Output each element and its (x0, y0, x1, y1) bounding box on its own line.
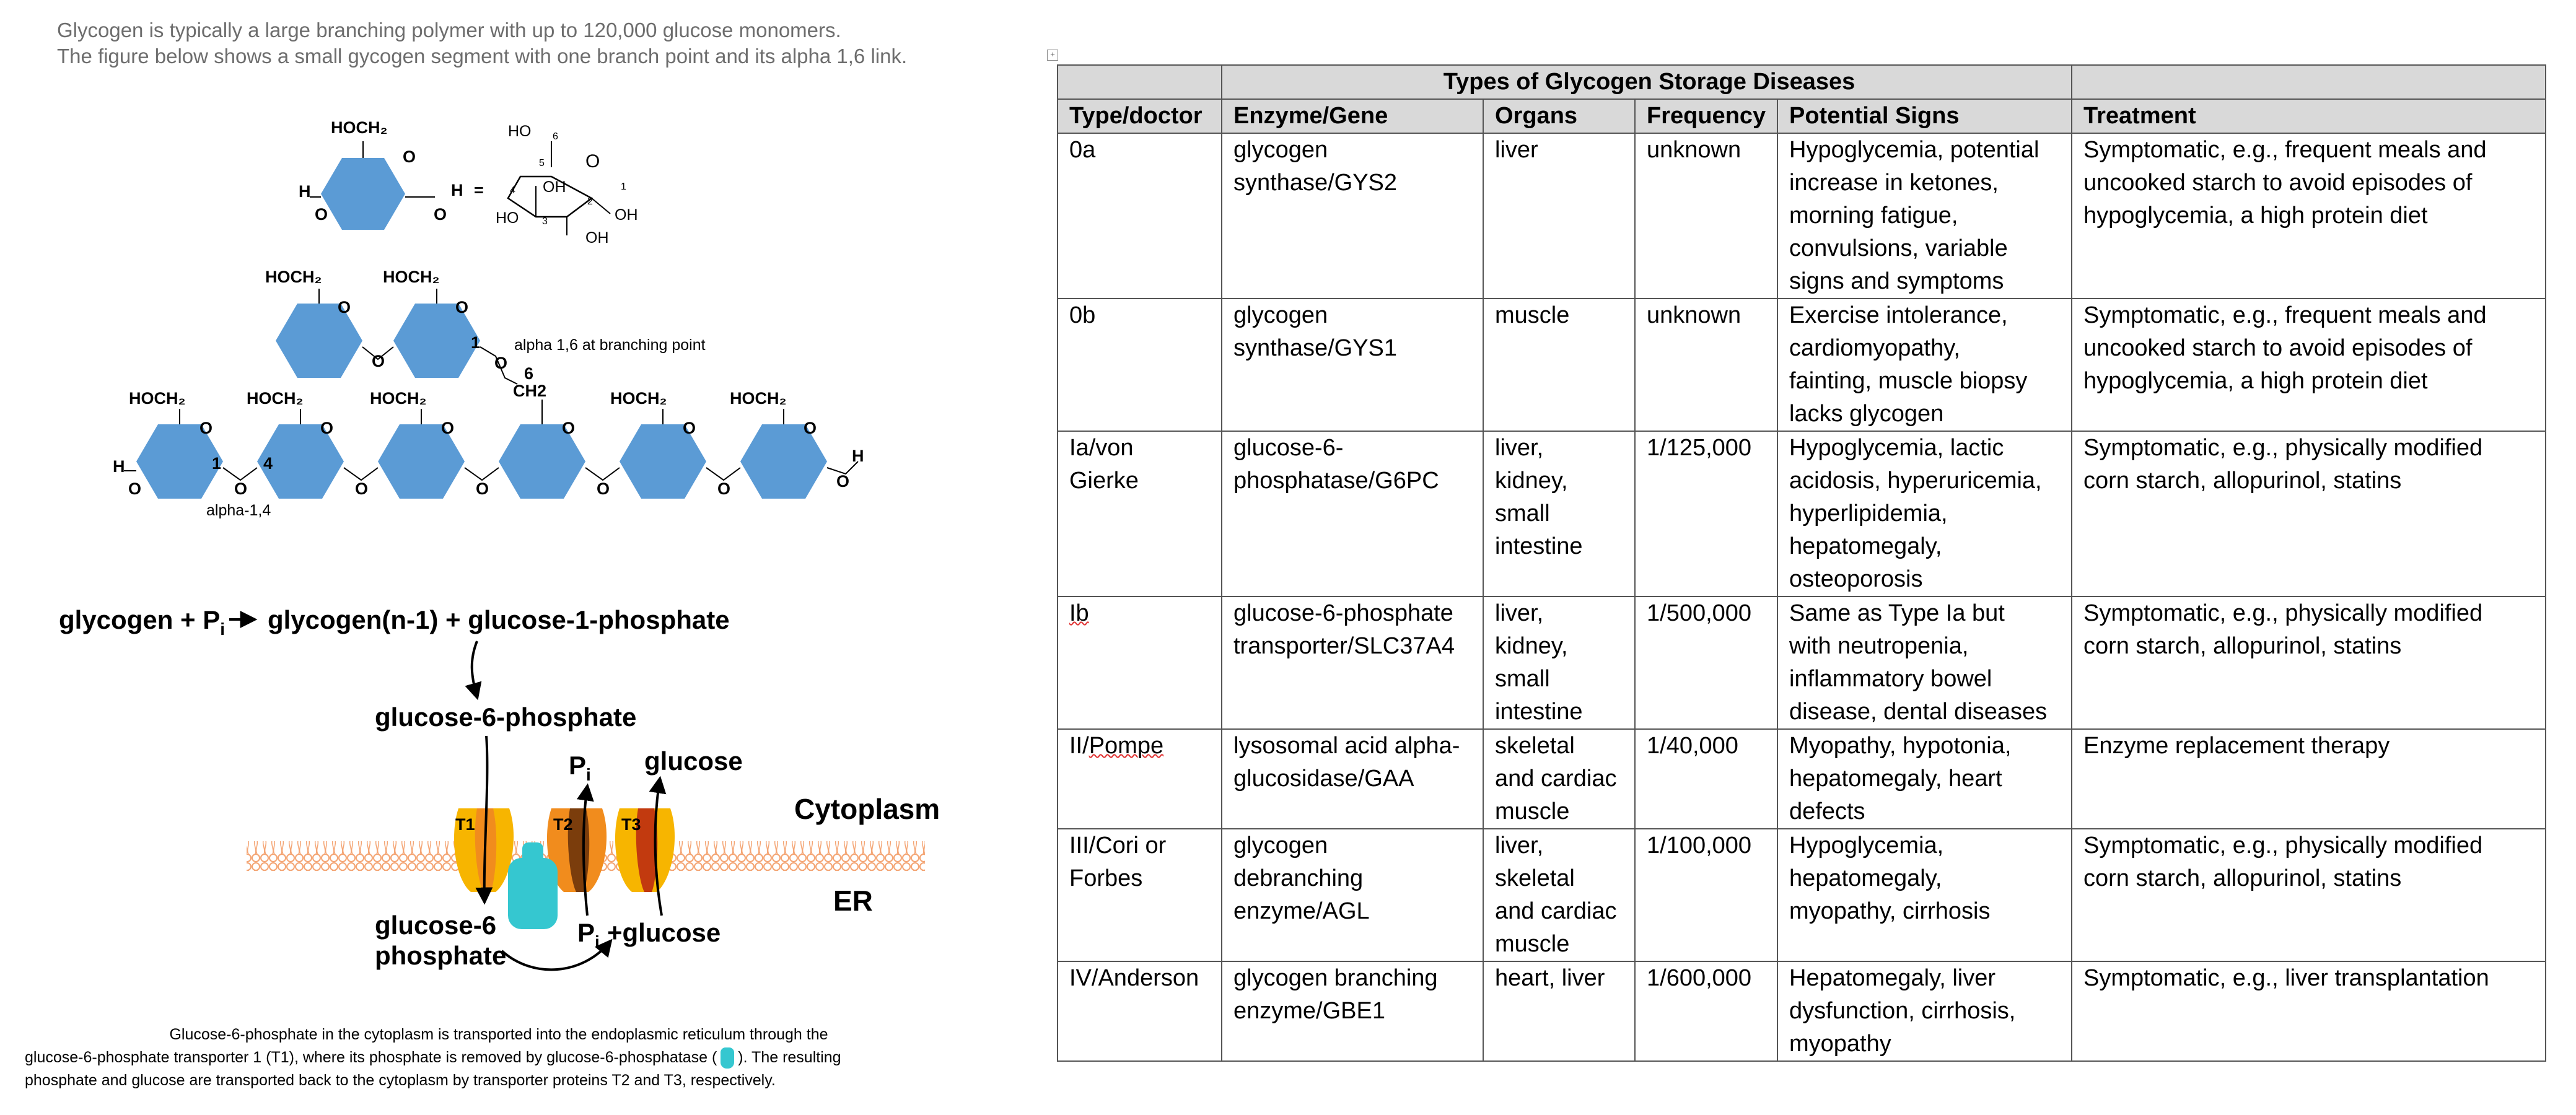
cell-line: hypoglycemia, a high protein diet (2083, 368, 2428, 394)
svg-text:Pi (569, 751, 591, 784)
t3-label: T3 (621, 815, 641, 834)
cell-line: glycogen (1233, 833, 1328, 859)
cell-organs (1483, 961, 1635, 1061)
eq-right: glycogen(n-1) + glucose-1-phosphate (268, 605, 730, 634)
cell-line: small (1495, 501, 1550, 527)
chain-c1: 1 (212, 454, 222, 473)
cell-organs (1483, 133, 1635, 299)
haworth-c6: 6 (553, 131, 558, 142)
cell-line: with neutropenia, (1789, 633, 1969, 659)
cell-line: Exercise intolerance, (1789, 302, 2008, 328)
table-row (1058, 829, 2546, 961)
cell-signs (1777, 961, 2072, 1061)
column-header: Organs (1483, 99, 1635, 133)
chain-link-o-1: O (234, 479, 248, 498)
cell-frequency (1635, 829, 1777, 961)
g6p-label: glucose-6-phosphate (375, 702, 637, 732)
cell-line: liver (1495, 137, 1538, 163)
cell-type (1058, 829, 1222, 961)
figure-caption (25, 1023, 973, 1092)
cell-line: intestine (1495, 533, 1583, 559)
branch-hoch2-2: HOCH₂ (383, 268, 440, 286)
cell-line: inflammatory bowel (1789, 666, 1992, 692)
cell-line: corn starch, allopurinol, statins (2083, 468, 2402, 494)
table-header-row (1058, 99, 2546, 133)
cell-type (1058, 431, 1222, 597)
cell-line: Hepatomegaly, liver (1789, 965, 1996, 991)
branch-c6: 6 (524, 364, 534, 383)
branch-chain (265, 268, 706, 400)
table-row (1058, 729, 2546, 829)
haworth-oh2: OH (585, 229, 609, 247)
cell-treatment (2072, 961, 2546, 1061)
column-header: Treatment (2072, 99, 2546, 133)
top-ring-o: O (403, 147, 416, 166)
caption-line-1: Glucose-6-phosphate in the cytoplasm is transported into the endoplasmic reticulum through the (169, 1026, 828, 1043)
cell-line: II/Pompe (1069, 733, 1164, 759)
haworth-ho6: HO (508, 123, 532, 140)
cell-line: uncooked starch to avoid episodes of (2083, 170, 2473, 196)
cell-line: dysfunction, cirrhosis, (1789, 998, 2016, 1024)
cell-line: IV/Anderson (1069, 965, 1199, 991)
top-h-right: H (451, 181, 463, 199)
cell-line: Ia/von (1069, 435, 1134, 461)
cell-line: 1/600,000 (1647, 965, 1752, 991)
pi2-label: P (577, 918, 595, 947)
svg-text:glycogen + Pi (59, 605, 225, 639)
cell-treatment (2072, 729, 2546, 829)
cell-signs (1777, 829, 2072, 961)
cell-frequency (1635, 961, 1777, 1061)
cell-line: unknown (1647, 137, 1741, 163)
cell-line: enzyme/GBE1 (1233, 998, 1385, 1024)
table-title-blank (1058, 65, 1222, 99)
chain-hoch2-1: HOCH₂ (129, 389, 186, 408)
cell-line: Same as Type Ia but (1789, 600, 2005, 626)
caption-line-2b: ). The resulting (738, 1049, 841, 1066)
cell-line: skeletal (1495, 733, 1575, 759)
t1-label: T1 (455, 815, 475, 834)
caption-line-3: phosphate and glucose are transported back to the cytoplasm by transporter proteins T2 and T3, respectively. (25, 1072, 776, 1089)
chain-ring-o-6: O (804, 419, 817, 437)
haworth-oh1: OH (615, 206, 638, 224)
pi2-sub: i (595, 932, 600, 951)
cell-frequency (1635, 597, 1777, 729)
cell-enzyme (1222, 597, 1483, 729)
cell-line: myopathy, cirrhosis (1789, 898, 1991, 924)
cell-line: glycogen (1233, 137, 1328, 163)
top-o-left: O (315, 205, 328, 224)
branch-link-o: O (372, 352, 385, 370)
cell-line: transporter/SLC37A4 (1233, 633, 1455, 659)
cell-line: small (1495, 666, 1550, 692)
cell-line: glycogen (1233, 302, 1328, 328)
t2-label: T2 (553, 815, 573, 834)
cell-treatment (2072, 133, 2546, 299)
cell-type (1058, 961, 1222, 1061)
haworth-c4: 4 (510, 185, 515, 196)
cell-line: intestine (1495, 699, 1583, 725)
cell-line: muscle (1495, 931, 1570, 957)
haworth-projection (496, 123, 638, 247)
cell-line: 0b (1069, 302, 1096, 328)
equals-sign: = (474, 181, 484, 199)
column-header: Type/doctor (1058, 99, 1222, 133)
glucose-monomer-hexagon (299, 118, 484, 230)
cell-line: and cardiac (1495, 766, 1617, 792)
cell-organs (1483, 829, 1635, 961)
chain-hoch2-5: HOCH₂ (610, 389, 667, 408)
cell-line: defects (1789, 798, 1865, 824)
phosphatase-icon (721, 1047, 734, 1069)
cell-line: 1/500,000 (1647, 600, 1752, 626)
cell-organs (1483, 299, 1635, 431)
alpha-14-label: alpha-1,4 (206, 502, 271, 519)
g6-line1: glucose-6 (375, 911, 497, 940)
cell-organs (1483, 431, 1635, 597)
chain-link-o-5: O (717, 479, 731, 498)
caption-line-2 (25, 1046, 973, 1069)
cell-line: glycogen branching (1233, 965, 1438, 991)
er-label: ER (833, 885, 873, 917)
eq-sub: i (220, 619, 226, 639)
intro-line-2: The figure below shows a small gycogen segment with one branch point and its alpha 1,6 link. (57, 45, 908, 68)
cell-line: skeletal (1495, 865, 1575, 891)
chain-ring-o-5: O (683, 419, 696, 437)
chain-o-left: O (128, 479, 142, 498)
branch-point-label: alpha 1,6 at branching point (514, 336, 706, 354)
cell-enzyme (1222, 961, 1483, 1061)
cell-frequency (1635, 431, 1777, 597)
cell-line: fainting, muscle biopsy (1789, 368, 2028, 394)
cell-enzyme (1222, 729, 1483, 829)
cell-line: Symptomatic, e.g., frequent meals and (2083, 302, 2487, 328)
plus-glucose-label: +glucose (607, 918, 721, 947)
cell-line: liver, (1495, 600, 1544, 626)
chain-ring-o-2: O (320, 419, 334, 437)
cell-frequency (1635, 729, 1777, 829)
cell-line: Symptomatic, e.g., physically modified (2083, 435, 2483, 461)
cell-line: liver, (1495, 833, 1544, 859)
cell-line: glucose-6- (1233, 435, 1344, 461)
cell-line: Symptomatic, e.g., physically modified (2083, 600, 2483, 626)
gsd-table-wrapper (1057, 64, 2546, 1062)
cell-line: glucose-6-phosphate (1233, 600, 1453, 626)
haworth-c1: 1 (621, 181, 626, 192)
chain-link-o-2: O (355, 479, 369, 498)
cell-enzyme (1222, 431, 1483, 597)
table-title-blank-right (2072, 65, 2546, 99)
cell-line: convulsions, variable (1789, 235, 2008, 261)
membrane-transport (247, 702, 940, 970)
chain-ring-o-4: O (562, 419, 576, 437)
haworth-c5: 5 (539, 158, 545, 168)
cell-type (1058, 729, 1222, 829)
cell-line: Enzyme replacement therapy (2083, 733, 2390, 759)
glycogen-figure-panel (0, 0, 1041, 1115)
chain-o-right: O (836, 472, 850, 491)
chain-ring-o-1: O (199, 419, 213, 437)
pi-label: P (569, 751, 587, 780)
table-row (1058, 431, 2546, 597)
table-row (1058, 299, 2546, 431)
chain-hoch2-3: HOCH₂ (370, 389, 427, 408)
cell-line: enzyme/AGL (1233, 898, 1370, 924)
cell-line: Hypoglycemia, lactic (1789, 435, 2004, 461)
cell-line: Forbes (1069, 865, 1143, 891)
top-h-left: H (299, 182, 311, 201)
cell-line: disease, dental diseases (1789, 699, 2048, 725)
cell-line: Gierke (1069, 468, 1139, 494)
chain-hoch2-2: HOCH₂ (247, 389, 304, 408)
top-o-right: O (434, 205, 447, 224)
cell-line: hyperlipidemia, (1789, 501, 1948, 527)
eq-left: glycogen + P (59, 605, 221, 634)
chain-h-right: H (852, 447, 864, 465)
cell-signs (1777, 431, 2072, 597)
column-header: Frequency (1635, 99, 1777, 133)
cell-signs (1777, 133, 2072, 299)
chain-link-o-3: O (476, 479, 489, 498)
table-row (1058, 133, 2546, 299)
cell-line: Ib (1069, 600, 1089, 626)
table-row (1058, 597, 2546, 729)
chain-c4: 4 (263, 454, 273, 473)
cell-treatment (2072, 299, 2546, 431)
branch-c1: 1 (471, 333, 481, 352)
cell-line: hypoglycemia, a high protein diet (2083, 203, 2428, 229)
table-move-handle-icon[interactable]: + (1047, 50, 1058, 61)
branch-ch2: CH2 (513, 382, 547, 400)
cell-line: corn starch, allopurinol, statins (2083, 865, 2402, 891)
glycogen-diagram (0, 0, 1041, 1115)
cell-frequency (1635, 299, 1777, 431)
chain-link-o-4: O (597, 479, 610, 498)
cell-line: synthase/GYS1 (1233, 335, 1398, 361)
cell-enzyme (1222, 299, 1483, 431)
cell-type (1058, 299, 1222, 431)
cytoplasm-label: Cytoplasm (794, 793, 940, 825)
cell-line: corn starch, allopurinol, statins (2083, 633, 2402, 659)
cell-line: 1/40,000 (1647, 733, 1738, 759)
cell-line: increase in ketones, (1789, 170, 1999, 196)
cell-line: Myopathy, hypotonia, (1789, 733, 2012, 759)
branch-ring-o-1: O (338, 298, 351, 317)
cell-line: signs and symptoms (1789, 268, 2004, 294)
haworth-ho3: HO (496, 209, 519, 227)
cell-line: kidney, (1495, 468, 1568, 494)
chain-h-left: H (113, 457, 125, 476)
column-header: Potential Signs (1777, 99, 2072, 133)
cell-line: Symptomatic, e.g., liver transplantation (2083, 965, 2489, 991)
cell-line: muscle (1495, 302, 1570, 328)
branch-o16: O (494, 354, 508, 372)
cell-line: glucosidase/GAA (1233, 766, 1414, 792)
cell-signs (1777, 597, 2072, 729)
table-row (1058, 961, 2546, 1061)
chain-hoch2-6: HOCH₂ (730, 389, 787, 408)
cell-line: 1/100,000 (1647, 833, 1752, 859)
cell-line: hepatomegaly, (1789, 533, 1942, 559)
table-body (1058, 133, 2546, 1061)
cell-line: lysosomal acid alpha- (1233, 733, 1460, 759)
cell-line: debranching (1233, 865, 1364, 891)
cell-line: myopathy (1789, 1031, 1891, 1057)
cell-organs (1483, 729, 1635, 829)
cell-frequency (1635, 133, 1777, 299)
cell-type (1058, 133, 1222, 299)
cell-line: 1/125,000 (1647, 435, 1752, 461)
top-hoch2: HOCH₂ (331, 118, 388, 137)
cell-type (1058, 597, 1222, 729)
cell-treatment (2072, 829, 2546, 961)
cell-line: uncooked starch to avoid episodes of (2083, 335, 2473, 361)
cell-line: phosphatase/G6PC (1233, 468, 1439, 494)
cell-enzyme (1222, 133, 1483, 299)
cell-line: and cardiac (1495, 898, 1617, 924)
table-title: Types of Glycogen Storage Diseases (1222, 65, 2072, 99)
intro-line-1: Glycogen is typically a large branching polymer with up to 120,000 glucose monomers. (57, 19, 841, 42)
reaction-equation (59, 605, 730, 697)
cell-signs (1777, 299, 2072, 431)
gsd-table (1057, 64, 2546, 1062)
haworth-ring-o: O (585, 151, 600, 172)
cell-enzyme (1222, 829, 1483, 961)
cell-line: Symptomatic, e.g., frequent meals and (2083, 137, 2487, 163)
cell-line: hepatomegaly, (1789, 865, 1942, 891)
branch-hoch2-1: HOCH₂ (265, 268, 322, 286)
cell-line: muscle (1495, 798, 1570, 824)
cell-line: hepatomegaly, heart (1789, 766, 2002, 792)
cell-line: unknown (1647, 302, 1741, 328)
branch-ring-o-2: O (455, 298, 469, 317)
cell-line: lacks glycogen (1789, 401, 1944, 427)
column-header: Enzyme/Gene (1222, 99, 1483, 133)
cell-line: acidosis, hyperuricemia, (1789, 468, 2042, 494)
g6-line2: phosphate (375, 941, 507, 970)
cell-line: morning fatigue, (1789, 203, 1958, 229)
main-chain (113, 389, 864, 519)
haworth-c3: 3 (542, 216, 548, 227)
cell-line: III/Cori or (1069, 833, 1167, 859)
svg-text:Pi (577, 918, 600, 951)
cell-organs (1483, 597, 1635, 729)
cell-line: liver, (1495, 435, 1544, 461)
haworth-c2: 2 (587, 196, 593, 207)
cell-line: heart, liver (1495, 965, 1605, 991)
haworth-oh4: OH (543, 178, 566, 196)
cell-line: osteoporosis (1789, 566, 1923, 592)
glucose-label: glucose (644, 746, 743, 776)
cell-line: Hypoglycemia, (1789, 833, 1944, 859)
cell-line: cardiomyopathy, (1789, 335, 1960, 361)
pi-sub: i (586, 765, 591, 784)
caption-line-2a: glucose-6-phosphate transporter 1 (T1), where its phosphate is removed by glucose-6-phosphatase ( (25, 1049, 717, 1066)
cell-line: Symptomatic, e.g., physically modified (2083, 833, 2483, 859)
cell-line: synthase/GYS2 (1233, 170, 1398, 196)
cell-line: Hypoglycemia, potential (1789, 137, 2039, 163)
cell-line: 0a (1069, 137, 1096, 163)
chain-ring-o-3: O (441, 419, 455, 437)
cell-signs (1777, 729, 2072, 829)
cell-treatment (2072, 431, 2546, 597)
cell-line: kidney, (1495, 633, 1568, 659)
cell-treatment (2072, 597, 2546, 729)
